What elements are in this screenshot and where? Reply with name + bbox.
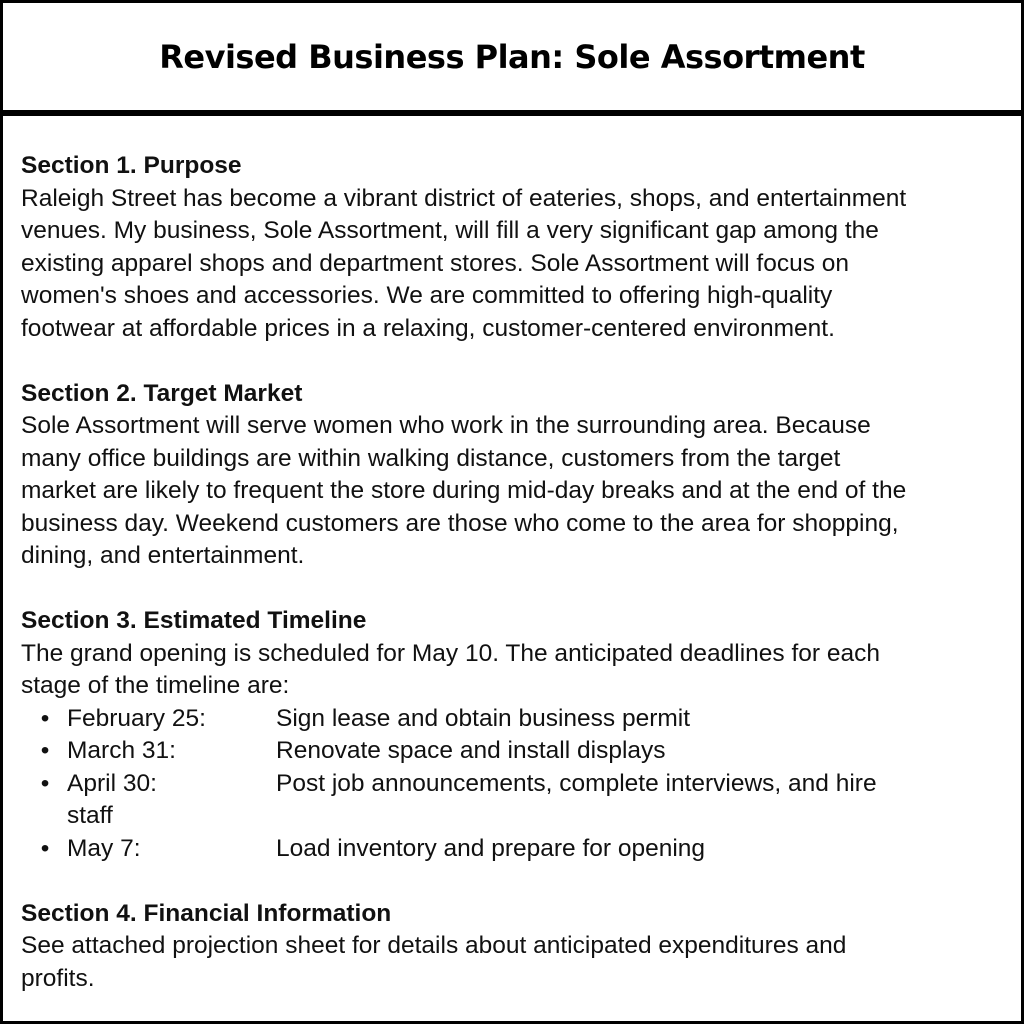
timeline-task: Renovate space and install displays bbox=[276, 737, 666, 764]
timeline-task: Sign lease and obtain business permit bbox=[276, 704, 691, 732]
timeline-item bbox=[21, 735, 1007, 768]
section-line: profits. bbox=[21, 964, 95, 992]
timeline-date: May 7: bbox=[67, 834, 141, 862]
section-target-market bbox=[21, 378, 1007, 573]
bullet-icon: • bbox=[40, 704, 50, 732]
section-line: dining, and entertainment. bbox=[21, 542, 305, 569]
timeline-date: March 31: bbox=[67, 737, 176, 764]
section-heading: Section 1. Purpose bbox=[21, 152, 242, 179]
title-banner bbox=[3, 3, 1021, 116]
timeline-date: April 30: bbox=[67, 769, 157, 797]
section-line: Sole Assortment will serve women who work in the surrounding area. Because bbox=[21, 412, 871, 439]
section-purpose bbox=[21, 150, 1007, 345]
timeline-item bbox=[21, 833, 1007, 866]
section-line: stage of the timeline are: bbox=[21, 672, 290, 699]
section-line: footwear at affordable prices in a relaxing, customer-centered environment. bbox=[21, 314, 835, 342]
section-line: The grand opening is scheduled for May 10. The anticipated deadlines for each bbox=[21, 639, 880, 667]
document-body bbox=[21, 150, 1007, 1028]
bullet-icon: • bbox=[40, 769, 50, 797]
section-line: business day. Weekend customers are those who come to the area for shopping, bbox=[21, 509, 899, 537]
section-heading: Section 3. Estimated Timeline bbox=[21, 607, 367, 634]
section-line: women's shoes and accessories. We are committed to offering high-quality bbox=[21, 282, 833, 309]
document-title: Revised Business Plan: Sole Assortment bbox=[159, 37, 865, 76]
section-line: venues. My business, Sole Assortment, will fill a very significant gap among the bbox=[21, 217, 879, 244]
section-timeline bbox=[21, 605, 1007, 865]
section-line: many office buildings are within walking distance, customers from the target bbox=[21, 444, 841, 472]
timeline-item bbox=[21, 768, 1007, 833]
timeline-list bbox=[21, 703, 1007, 866]
timeline-task-continuation: staff bbox=[67, 802, 113, 829]
timeline-date: February 25: bbox=[67, 704, 206, 732]
bullet-icon: • bbox=[40, 834, 50, 862]
bullet-icon: • bbox=[40, 737, 50, 764]
section-heading: Section 2. Target Market bbox=[21, 379, 303, 407]
section-line: Raleigh Street has become a vibrant district of eateries, shops, and entertainment bbox=[21, 184, 907, 212]
section-financial bbox=[21, 898, 1007, 996]
timeline-task: Load inventory and prepare for opening bbox=[276, 834, 706, 862]
section-line: existing apparel shops and department stores. Sole Assortment will focus on bbox=[21, 249, 849, 277]
timeline-task: Post job announcements, complete interviews, and hire bbox=[276, 769, 877, 797]
section-heading: Section 4. Financial Information bbox=[21, 899, 392, 927]
section-line: market are likely to frequent the store during mid-day breaks and at the end of the bbox=[21, 477, 907, 504]
section-line: See attached projection sheet for details about anticipated expenditures and bbox=[21, 932, 847, 959]
timeline-item bbox=[21, 703, 1007, 736]
